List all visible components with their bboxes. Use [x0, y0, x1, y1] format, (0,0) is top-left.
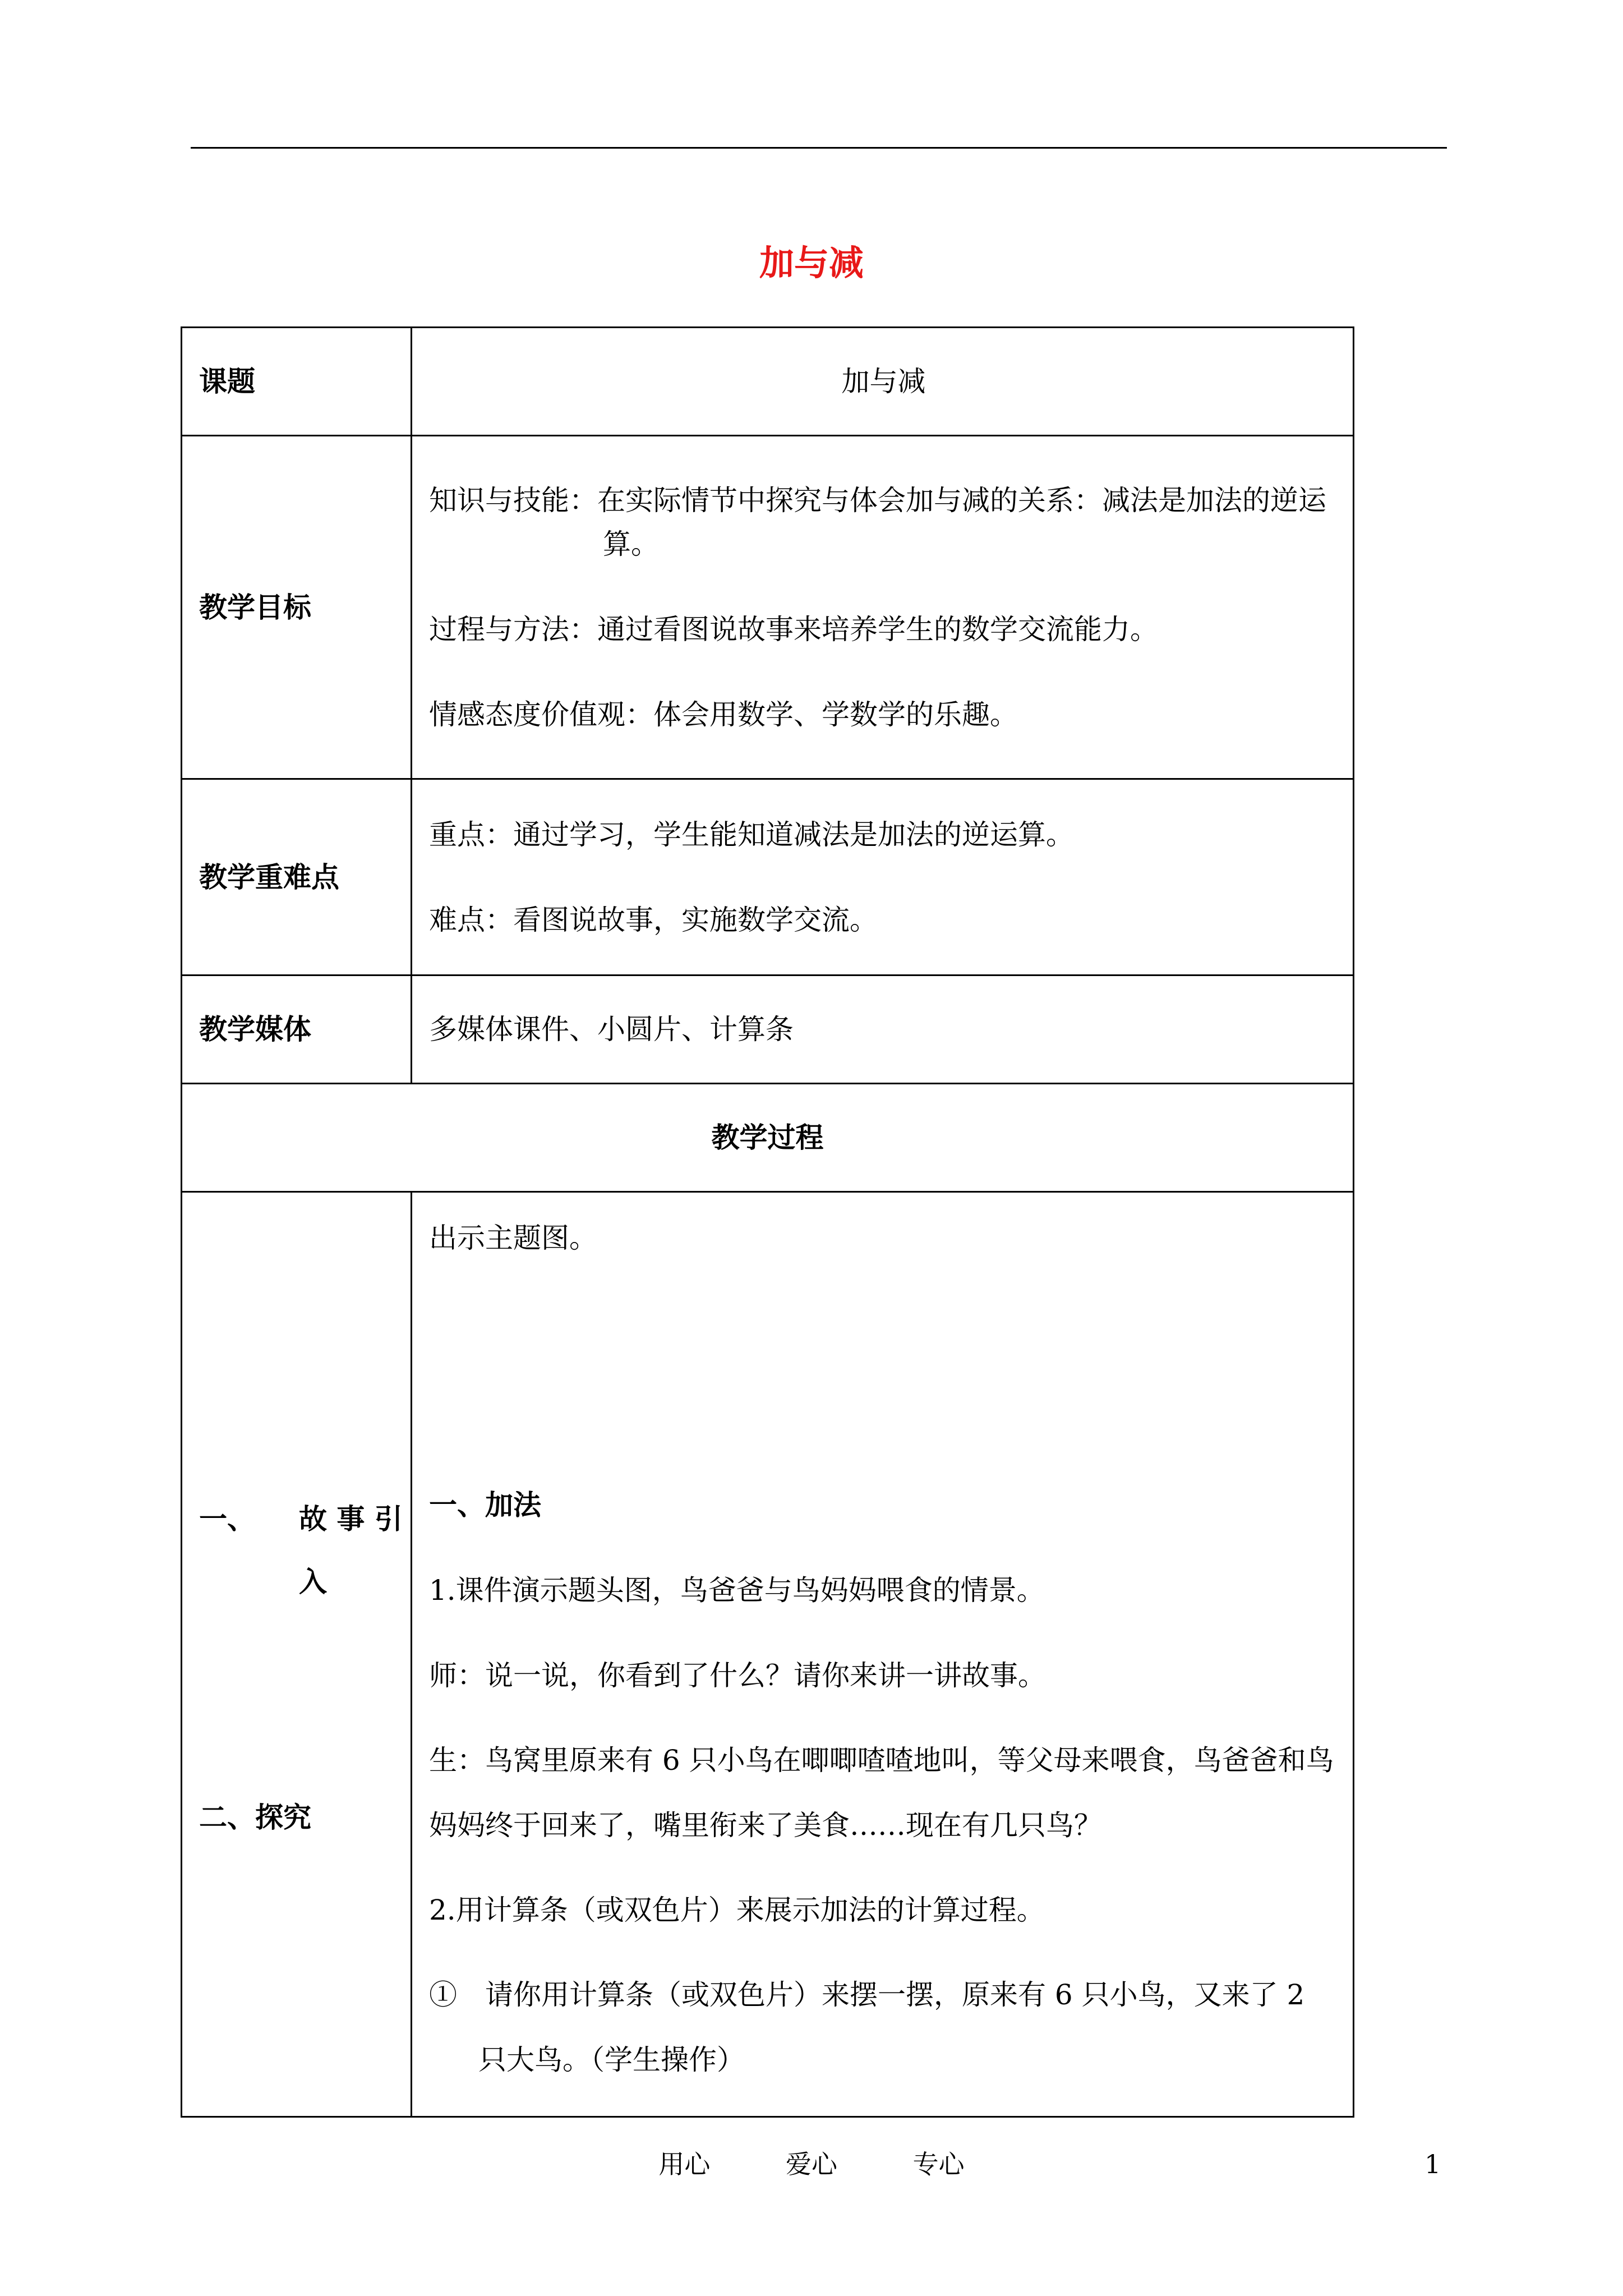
topic-label: 课题 — [182, 328, 412, 436]
media-label: 教学媒体 — [182, 976, 412, 1084]
row-keypoints — [182, 779, 1354, 976]
page-number: 1 — [1424, 2149, 1441, 2179]
goals-line-2: 过程与方法：通过看图说故事来培养学生的数学交流能力。 — [429, 613, 1158, 646]
process-step-2: 2.用计算条（或双色片）来展示加法的计算过程。 — [429, 1894, 1045, 1926]
process-header: 教学过程 — [182, 1084, 1354, 1192]
process-step-1: 1.课件演示题头图，鸟爸爸与鸟妈妈喂食的情景。 — [429, 1574, 1045, 1607]
header-rule — [191, 147, 1447, 149]
keypoints-line-1: 重点：通过学习，学生能知道减法是加法的逆运算。 — [429, 818, 1074, 851]
goals-label: 教学目标 — [182, 436, 412, 779]
lesson-plan-table — [181, 326, 1354, 2118]
document-title: 加与减 — [759, 242, 864, 283]
process-label-2: 二、探究 — [199, 1801, 311, 1834]
keypoints-content — [412, 779, 1354, 976]
row-process-header — [182, 1084, 1354, 1192]
row-media — [182, 976, 1354, 1084]
process-sub-1: ① 请你用计算条（或双色片）来摆一摆，原来有 6 只小鸟，又来了 2 只大鸟。（学生操作） — [429, 1978, 1305, 2076]
goals-line-1-cont: 算。 — [603, 527, 659, 560]
goals-content — [412, 436, 1354, 779]
process-label-1a: 一、 — [199, 1503, 255, 1535]
row-goals — [182, 436, 1354, 779]
keypoints-line-2: 难点：看图说故事，实施数学交流。 — [429, 903, 878, 936]
page-footer — [0, 2147, 1623, 2181]
row-process — [182, 1192, 1354, 2117]
footer-a: 用心 — [658, 2149, 711, 2179]
footer-b: 爱心 — [786, 2149, 837, 2179]
topic-value: 加与减 — [412, 328, 1354, 436]
process-section-1: 一、加法 — [429, 1489, 541, 1521]
media-value: 多媒体课件、小圆片、计算条 — [412, 976, 1354, 1084]
keypoints-label: 教学重难点 — [182, 779, 412, 976]
process-label-1b: 故 事 引 — [299, 1503, 403, 1535]
footer-c: 专心 — [912, 2149, 965, 2179]
process-intro: 出示主题图。 — [429, 1222, 597, 1254]
row-topic — [182, 328, 1354, 436]
process-content — [412, 1192, 1354, 2117]
goals-line-3: 情感态度价值观：体会用数学、学数学的乐趣。 — [429, 698, 1018, 731]
goals-line-1: 知识与技能：在实际情节中探究与体会加与减的关系：减法是加法的逆运 — [429, 484, 1326, 517]
process-teacher: 师：说一说，你看到了什么？请你来讲一讲故事。 — [429, 1659, 1046, 1692]
process-label-1c: 入 — [299, 1566, 327, 1598]
process-student: 生：鸟窝里原来有 6 只小鸟在唧唧喳喳地叫，等父母来喂食，鸟爸爸和鸟妈妈终于回来了，嘴里衔来了美食……现在有几只鸟？ — [429, 1744, 1334, 1842]
process-labels — [182, 1192, 412, 2117]
